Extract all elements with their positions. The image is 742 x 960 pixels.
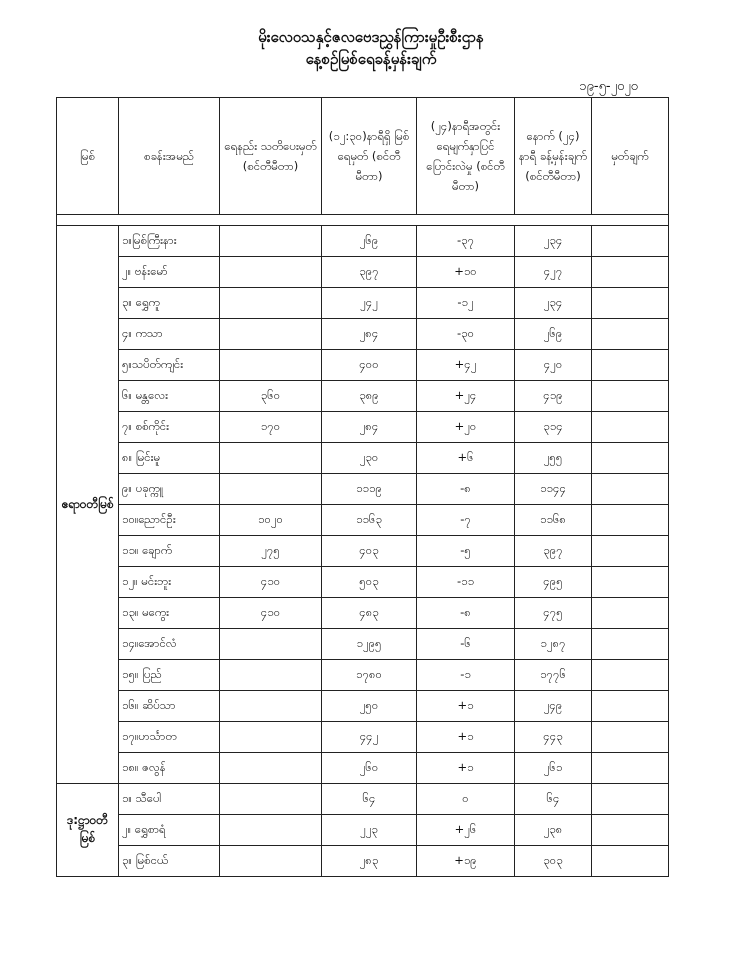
table-row <box>57 381 669 412</box>
cell-remark <box>592 753 669 784</box>
cell-warn <box>220 288 322 319</box>
cell-forecast: ၂၃၄ <box>515 226 592 257</box>
report-date: ၁၉-၅-၂၀၂၀ <box>579 79 638 94</box>
cell-forecast: ၄၁၉ <box>515 381 592 412</box>
cell-remark <box>592 319 669 350</box>
cell-station: ၅။သပိတ်ကျင်း <box>119 350 220 381</box>
table-row <box>57 691 669 722</box>
cell-level: ၁၂၉၅ <box>322 629 417 660</box>
cell-station: ၁၂။ မင်းဘူး <box>119 567 220 598</box>
cell-change: +၂၀ <box>417 412 515 443</box>
cell-warn <box>220 660 322 691</box>
cell-change: -၁ <box>417 660 515 691</box>
page-subtitle: နေ့စဉ်မြစ်ရေခန့်မှန်းချက် <box>305 50 437 68</box>
table-row <box>57 257 669 288</box>
table-row <box>57 443 669 474</box>
cell-remark <box>592 536 669 567</box>
table-body <box>57 215 669 877</box>
cell-forecast: ၂၃၄ <box>515 288 592 319</box>
cell-warn <box>220 319 322 350</box>
table-row <box>57 474 669 505</box>
cell-remark <box>592 598 669 629</box>
cell-station: ၃။ မြစ်ငယ် <box>119 846 220 877</box>
cell-level: ၂၃၀ <box>322 443 417 474</box>
cell-forecast: ၁၂၈၇ <box>515 629 592 660</box>
cell-warn <box>220 226 322 257</box>
cell-remark <box>592 350 669 381</box>
cell-level: ၂၄၂ <box>322 288 417 319</box>
cell-station: ၁၇။ဟင်္သာတ <box>119 722 220 753</box>
cell-station: ၂။ ရွှေစာရံ <box>119 815 220 846</box>
cell-change: +၄၂ <box>417 350 515 381</box>
cell-change: +၁ <box>417 753 515 784</box>
cell-warn: ၄၁၀ <box>220 567 322 598</box>
table-row <box>57 567 669 598</box>
cell-warn: ၃၆၀ <box>220 381 322 412</box>
cell-change: -၃၇ <box>417 226 515 257</box>
cell-warn <box>220 350 322 381</box>
cell-level: ၃၉၇ <box>322 257 417 288</box>
cell-station: ၉။ ပခုက္ကူ <box>119 474 220 505</box>
cell-remark <box>592 412 669 443</box>
cell-remark <box>592 381 669 412</box>
cell-forecast: ၂၆၉ <box>515 319 592 350</box>
cell-forecast: ၃၁၄ <box>515 412 592 443</box>
cell-level: ၄၀၀ <box>322 350 417 381</box>
river-level-table <box>56 97 669 877</box>
cell-change: +၆ <box>417 443 515 474</box>
cell-warn: ၁၀၂၀ <box>220 505 322 536</box>
cell-forecast: ၃၀၃ <box>515 846 592 877</box>
cell-level: ၂၆၀ <box>322 753 417 784</box>
column-header: (၁၂:၃၀)နာရီရှိ မြစ်ရေမှတ် (စင်တီမီတာ) <box>322 98 417 215</box>
table-row <box>57 226 669 257</box>
cell-change: -၁၂ <box>417 288 515 319</box>
cell-level: ၃၈၉ <box>322 381 417 412</box>
column-header: မှတ်ချက် <box>592 98 669 215</box>
cell-warn <box>220 815 322 846</box>
cell-change: -၇ <box>417 505 515 536</box>
river-name: ဧရာဝတီမြစ် <box>57 226 119 784</box>
cell-warn <box>220 784 322 815</box>
cell-level: ၂၂၃ <box>322 815 417 846</box>
cell-level: ၂၈၃ <box>322 846 417 877</box>
column-header: ရေနည်း သတိပေးမှတ် (စင်တီမီတာ) <box>220 98 322 215</box>
cell-forecast: ၃၉၇ <box>515 536 592 567</box>
cell-remark <box>592 691 669 722</box>
cell-forecast: ၄၂၇ <box>515 257 592 288</box>
cell-warn <box>220 691 322 722</box>
cell-remark <box>592 288 669 319</box>
cell-forecast: ၁၇၇၆ <box>515 660 592 691</box>
cell-remark <box>592 257 669 288</box>
cell-station: ၁၆။ ဆိပ်သာ <box>119 691 220 722</box>
cell-change: -၁၁ <box>417 567 515 598</box>
cell-warn: ၂၇၅ <box>220 536 322 567</box>
table-row <box>57 319 669 350</box>
table-row <box>57 350 669 381</box>
cell-warn <box>220 629 322 660</box>
cell-forecast: ၂၃၈ <box>515 815 592 846</box>
cell-station: ၁။ သီပေါ <box>119 784 220 815</box>
table-row <box>57 722 669 753</box>
cell-forecast: ၆၄ <box>515 784 592 815</box>
cell-remark <box>592 226 669 257</box>
cell-warn: ၁၇၀ <box>220 412 322 443</box>
column-header: နောက် (၂၄) နာရီ ခန့်မှန်းချက် (စင်တီမီတာ) <box>515 98 592 215</box>
cell-change: -၃၀ <box>417 319 515 350</box>
table-header-row <box>57 98 669 215</box>
table-row <box>57 505 669 536</box>
cell-forecast: ၂၄၉ <box>515 691 592 722</box>
cell-forecast: ၂၅၅ <box>515 443 592 474</box>
cell-warn: ၄၁၀ <box>220 598 322 629</box>
table-row <box>57 598 669 629</box>
cell-warn <box>220 443 322 474</box>
river-name: ဒု:ဋ္ဌာဝတီမြစ် <box>57 784 119 877</box>
cell-change: -၆ <box>417 629 515 660</box>
cell-level: ၆၄ <box>322 784 417 815</box>
cell-station: ၈။ မြင်းမူ <box>119 443 220 474</box>
cell-station: ၁၀။ညောင်ဦး <box>119 505 220 536</box>
cell-remark <box>592 505 669 536</box>
spacer-row <box>57 215 669 226</box>
table-row <box>57 846 669 877</box>
column-header: စခန်းအမည် <box>119 98 220 215</box>
cell-station: ၄။ ကသာ <box>119 319 220 350</box>
page-title: မိုးလေဝသနှင့်ဇလဗေဒညွှန်ကြားမှုဦးစီးဌာန <box>258 28 484 46</box>
cell-forecast: ၄၉၅ <box>515 567 592 598</box>
cell-station: ၂။ ဗန်းမော် <box>119 257 220 288</box>
cell-station: ၁၃။ မကွေး <box>119 598 220 629</box>
cell-station: ၁၅။ ပြည် <box>119 660 220 691</box>
cell-forecast: ၂၆၁ <box>515 753 592 784</box>
cell-warn <box>220 474 322 505</box>
column-header: (၂၄)နာရီအတွင်း ရေမျက်နှာပြင် ပြောင်းလဲမှု (စင်တီမီတာ) <box>417 98 515 215</box>
cell-forecast: ၁၁၄၄ <box>515 474 592 505</box>
cell-remark <box>592 660 669 691</box>
cell-station: ၁၁။ ချောက် <box>119 536 220 567</box>
cell-remark <box>592 629 669 660</box>
cell-remark <box>592 815 669 846</box>
cell-remark <box>592 474 669 505</box>
cell-forecast: ၄၄၃ <box>515 722 592 753</box>
cell-remark <box>592 567 669 598</box>
cell-level: ၁၁၆၃ <box>322 505 417 536</box>
cell-warn <box>220 257 322 288</box>
cell-change: -၅ <box>417 536 515 567</box>
cell-level: ၄၄၂ <box>322 722 417 753</box>
cell-change: -၈ <box>417 598 515 629</box>
table-row <box>57 412 669 443</box>
table-row <box>57 815 669 846</box>
cell-warn <box>220 846 322 877</box>
cell-change: +၁ <box>417 722 515 753</box>
cell-change: ၀ <box>417 784 515 815</box>
table-row <box>57 288 669 319</box>
cell-level: ၂၅၀ <box>322 691 417 722</box>
cell-station: ၁။မြစ်ကြီးနား <box>119 226 220 257</box>
table-row <box>57 660 669 691</box>
table-row <box>57 629 669 660</box>
cell-remark <box>592 722 669 753</box>
cell-level: ၄၈၃ <box>322 598 417 629</box>
cell-change: +၂၆ <box>417 815 515 846</box>
cell-warn <box>220 722 322 753</box>
cell-station: ၆။ မန္တလေး <box>119 381 220 412</box>
cell-station: ၃။ ရွှေကူ <box>119 288 220 319</box>
cell-forecast: ၄၂၀ <box>515 350 592 381</box>
cell-warn <box>220 753 322 784</box>
cell-change: +၁၉ <box>417 846 515 877</box>
cell-change: +၁ <box>417 691 515 722</box>
cell-change: -၈ <box>417 474 515 505</box>
cell-level: ၂၆၉ <box>322 226 417 257</box>
cell-station: ၁၈။ ဇလွန် <box>119 753 220 784</box>
cell-station: ၁၄။အောင်လံ <box>119 629 220 660</box>
cell-level: ၂၈၄ <box>322 412 417 443</box>
cell-level: ၅၀၃ <box>322 567 417 598</box>
table-row <box>57 753 669 784</box>
spacer-cell <box>57 215 669 226</box>
cell-level: ၁၁၁၉ <box>322 474 417 505</box>
cell-station: ၇။ စစ်ကိုင်း <box>119 412 220 443</box>
cell-level: ၄၀၃ <box>322 536 417 567</box>
cell-change: +၁၀ <box>417 257 515 288</box>
cell-level: ၂၈၄ <box>322 319 417 350</box>
column-header: မြစ် <box>57 98 119 215</box>
cell-remark <box>592 784 669 815</box>
cell-remark <box>592 846 669 877</box>
cell-remark <box>592 443 669 474</box>
table-row <box>57 536 669 567</box>
cell-forecast: ၄၇၅ <box>515 598 592 629</box>
table-row <box>57 784 669 815</box>
cell-change: +၂၄ <box>417 381 515 412</box>
cell-forecast: ၁၁၆၈ <box>515 505 592 536</box>
cell-level: ၁၇၈၀ <box>322 660 417 691</box>
